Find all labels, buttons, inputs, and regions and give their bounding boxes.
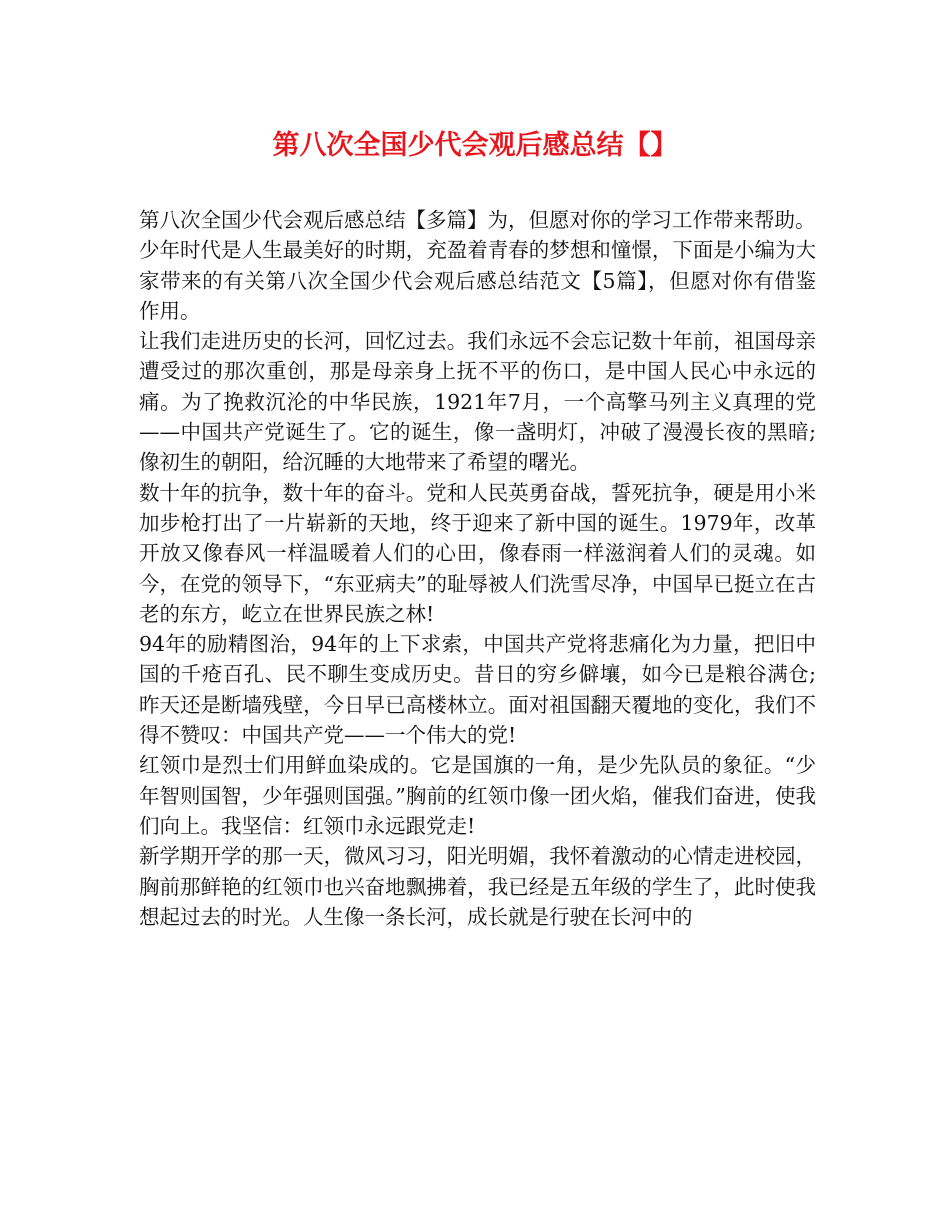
paragraph-94-years: 94年的励精图治，94年的上下求索，中国共产党将悲痛化为力量，把旧中国的千疮百孔、民不聊生变成历史。昔日的穷乡僻壤，如今已是粮谷满仓;昨天还是断墙残壁，今日早已高楼林立。面对祖国翻天覆地的变化，我们不得不赞叹：中国共产党——一个伟大的党! <box>139 632 816 748</box>
paragraph-red-scarf: 红领巾是烈士们用鲜血染成的。它是国旗的一角，是少先队员的象征。“少年智则国智，少年强则国强。”胸前的红领巾像一团火焰，催我们奋进，使我们向上。我坚信：红领巾永远跟党走! <box>139 753 816 838</box>
document-body <box>139 205 816 932</box>
paragraph-history: 让我们走进历史的长河，回忆过去。我们永远不会忘记数十年前，祖国母亲遭受过的那次重创，那是母亲身上抚不平的伤口，是中国人民心中永远的痛。为了挽救沉沦的中华民族，1921年7月，一个高擎马列主义真理的党——中国共产党诞生了。它的诞生，像一盏明灯，冲破了漫漫长夜的黑暗;像初生的朝阳，给沉睡的大地带来了希望的曙光。 <box>139 329 816 475</box>
paragraph-intro: 第八次全国少代会观后感总结【多篇】为，但愿对你的学习工作带来帮助。 <box>139 208 816 232</box>
paragraph-youth: 少年时代是人生最美好的时期，充盈着青春的梦想和憧憬，下面是小编为大家带来的有关第八次全国少代会观后感总结范文【5篇】，但愿对你有借鉴作用。 <box>139 238 816 323</box>
document-title: 第八次全国少代会观后感总结【】 <box>272 130 678 161</box>
paragraph-new-semester: 新学期开学的那一天，微风习习，阳光明媚，我怀着激动的心情走进校园，胸前那鲜艳的红领巾也兴奋地飘拂着，我已经是五年级的学生了，此时使我想起过去的时光。人生像一条长河，成长就是行驶在长河中的 <box>139 844 816 929</box>
paragraph-struggle: 数十年的抗争，数十年的奋斗。党和人民英勇奋战，誓死抗争，硬是用小米加步枪打出了一片崭新的天地，终于迎来了新中国的诞生。1979年，改革开放又像春风一样温暖着人们的心田，像春雨一样滋润着人们的灵魂。如今，在党的领导下，“东亚病夫”的耻辱被人们洗雪尽净，中国早已挺立在古老的东方，屹立在世界民族之林! <box>139 480 816 626</box>
